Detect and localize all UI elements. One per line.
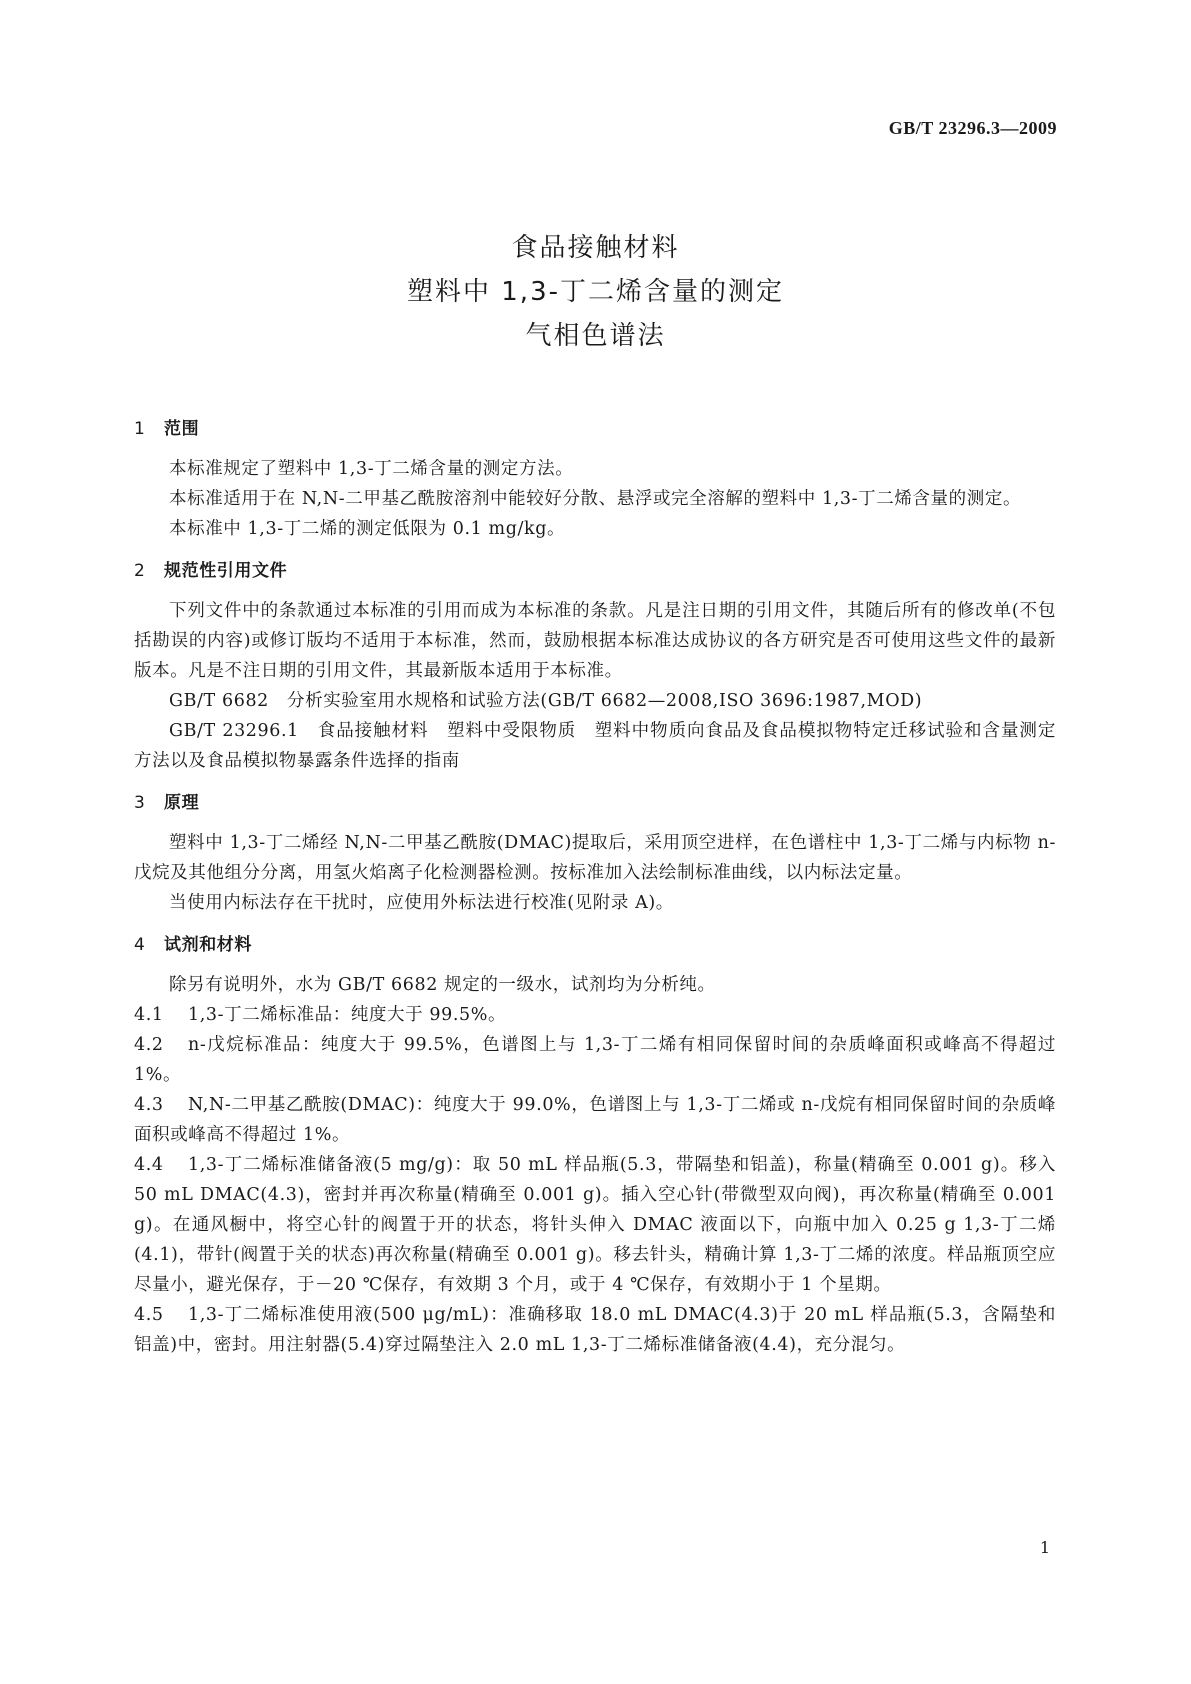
clause-item (134, 1300, 1056, 1360)
clause-item (134, 1000, 1056, 1030)
clause-text: 1,3-丁二烯标准使用液(500 μg/mL)：准确移取 18.0 mL DMAC(4.3)于 20 mL 样品瓶(5.3，含隔垫和铝盖)中，密封。用注射器(5.4)穿过隔垫注入 2.0 mL 1,3-丁二烯标准储备液(4.4)，充分混匀。 (134, 1305, 1056, 1355)
section-principle (134, 790, 1056, 918)
document-title (0, 226, 1191, 358)
paragraph: 本标准中 1,3-丁二烯的测定低限为 0.1 mg/kg。 (169, 519, 566, 539)
clause-number: 4.4 (134, 1155, 164, 1175)
section-title: 规范性引用文件 (164, 561, 288, 581)
section-heading (134, 790, 1056, 816)
page-number: 1 (1039, 1538, 1050, 1557)
section-number: 4 (134, 935, 146, 955)
paragraph: 本标准规定了塑料中 1,3-丁二烯含量的测定方法。 (169, 459, 574, 479)
paragraph: 除另有说明外，水为 GB/T 6682 规定的一级水，试剂均为分析纯。 (169, 975, 716, 995)
section-number: 2 (134, 561, 146, 581)
paragraph: 当使用内标法存在干扰时，应使用外标法进行校准(见附录 A)。 (169, 893, 674, 913)
paragraph: 下列文件中的条款通过本标准的引用而成为本标准的条款。凡是注日期的引用文件，其随后所有的修改单(不包括勘误的内容)或修订版均不适用于本标准，然而，鼓励根据本标准达成协议的各方研究是否可使用这些文件的最新版本。凡是不注日期的引用文件，其最新版本适用于本标准。 (134, 601, 1056, 681)
section-title: 试剂和材料 (164, 935, 252, 955)
clause-number: 4.2 (134, 1035, 164, 1055)
clause-number: 4.1 (134, 1005, 164, 1025)
section-heading (134, 558, 1056, 584)
title-line-3: 气相色谱法 (525, 321, 666, 351)
paragraph: 塑料中 1,3-丁二烯经 N,N-二甲基乙酰胺(DMAC)提取后，采用顶空进样，在色谱柱中 1,3-丁二烯与内标物 n-戊烷及其他组分分离，用氢火焰离子化检测器检测。按标准加入法绘制标准曲线，以内标法定量。 (134, 833, 1056, 883)
section-scope (134, 416, 1056, 544)
reference-entry: GB/T 23296.1 食品接触材料 塑料中受限物质 塑料中物质向食品及食品模拟物特定迁移试验和含量测定方法以及食品模拟物暴露条件选择的指南 (134, 721, 1056, 771)
section-normative-references (134, 558, 1056, 776)
section-number: 3 (134, 793, 146, 813)
clause-item (134, 1090, 1056, 1150)
section-heading (134, 416, 1056, 442)
standard-code: GB/T 23296.3—2009 (888, 118, 1057, 138)
clause-item (134, 1150, 1056, 1300)
clause-text: 1,3-丁二烯标准储备液(5 mg/g)：取 50 mL 样品瓶(5.3，带隔垫和铝盖)，称量(精确至 0.001 g)。移入 50 mL DMAC(4.3)，密封并再次称量(精确至 0.001 g)。插入空心针(带微型双向阀)，再次称量(精确至 0.001 g)。在通风橱中，将空心针的阀置于开的状态，将针头伸入 DMAC 液面以下，向瓶中加入 0.25 g 1,3-丁二烯(4.1)，带针(阀置于关的状态)再次称量(精确至 0.001 g)。移去针头，精确计算 1,3-丁二烯的浓度。样品瓶顶空应尽量小，避光保存，于－20 ℃保存，有效期 3 个月，或于 4 ℃保存，有效期小于 1 个星期。 (134, 1155, 1056, 1295)
reference-entry: GB/T 6682 分析实验室用水规格和试验方法(GB/T 6682—2008,ISO 3696:1987,MOD) (169, 691, 923, 711)
document-body (134, 416, 1056, 1374)
title-line-2: 塑料中 1,3-丁二烯含量的测定 (407, 277, 784, 307)
section-reagents (134, 932, 1056, 1360)
clause-text: 1,3-丁二烯标准品：纯度大于 99.5%。 (188, 1005, 507, 1025)
clause-text: N,N-二甲基乙酰胺(DMAC)：纯度大于 99.0%，色谱图上与 1,3-丁二烯或 n-戊烷有相同保留时间的杂质峰面积或峰高不得超过 1%。 (134, 1095, 1056, 1145)
clause-number: 4.5 (134, 1305, 164, 1325)
title-line-1: 食品接触材料 (511, 233, 680, 263)
clause-item (134, 1030, 1056, 1090)
clause-number: 4.3 (134, 1095, 164, 1115)
clause-text: n-戊烷标准品：纯度大于 99.5%，色谱图上与 1,3-丁二烯有相同保留时间的杂质峰面积或峰高不得超过 1%。 (134, 1035, 1056, 1085)
section-number: 1 (134, 419, 146, 439)
section-heading (134, 932, 1056, 958)
section-title: 范围 (164, 419, 200, 439)
section-title: 原理 (164, 793, 200, 813)
paragraph: 本标准适用于在 N,N-二甲基乙酰胺溶剂中能较好分散、悬浮或完全溶解的塑料中 1,3-丁二烯含量的测定。 (169, 489, 1022, 509)
